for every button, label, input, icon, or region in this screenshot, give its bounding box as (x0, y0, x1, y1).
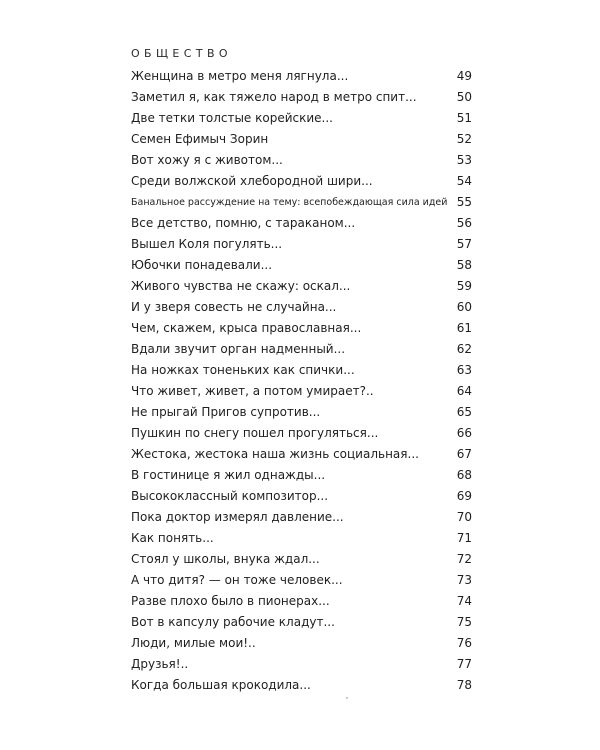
toc-entry (131, 360, 479, 381)
toc-entry (131, 507, 479, 528)
toc-entry-title: Как понять... (131, 531, 214, 545)
toc-entry-page-number: 70 (456, 510, 472, 524)
toc-entry-title: Вот в капсулу рабочие кладут... (131, 615, 335, 629)
toc-entry-title: Среди волжской хлебородной шири... (131, 174, 373, 188)
toc-entry-title: Высококлассный композитор... (131, 489, 329, 503)
toc-entry (131, 276, 479, 297)
toc-entry (131, 255, 479, 276)
toc-entry (131, 87, 479, 108)
toc-entry-title: Живого чувства не скажу: оскал... (131, 279, 351, 293)
toc-entry-page-number: 78 (456, 678, 472, 692)
section-title: ОБЩЕСТВО (131, 47, 232, 60)
toc-entry (131, 570, 479, 591)
toc-entry-title: Банальное рассуждение на тему: всепобеждающая сила идей (131, 197, 448, 208)
toc-entry (131, 633, 479, 654)
toc-entry-title: Чем, скажем, крыса православная... (131, 321, 362, 335)
toc-entry-page-number: 51 (456, 111, 472, 125)
toc-entry-title: Не прыгай Пригов супротив... (131, 405, 321, 419)
toc-entry-title: Две тетки толстые корейские... (131, 111, 333, 125)
toc-entry-title: Женщина в метро меня лягнула... (131, 69, 349, 83)
toc-entry-page-number: 75 (456, 615, 472, 629)
toc-entry-page-number: 54 (456, 174, 472, 188)
toc-entry-page-number: 68 (456, 468, 472, 482)
toc-entry-title: И у зверя совесть не случайна... (131, 300, 337, 314)
toc-entry (131, 549, 479, 570)
toc-entry (131, 486, 479, 507)
toc-entry-title: В гостинице я жил однажды... (131, 468, 326, 482)
toc-entry (131, 150, 479, 171)
toc-entry (131, 66, 479, 87)
toc-entry-page-number: 55 (456, 195, 472, 209)
toc-entry (131, 654, 479, 675)
toc-entry (131, 339, 479, 360)
toc-entry-page-number: 66 (456, 426, 472, 440)
toc-entry-title: Все детство, помню, с тараканом... (131, 216, 356, 230)
table-of-contents (131, 66, 479, 696)
toc-entry-page-number: 76 (456, 636, 472, 650)
toc-entry-page-number: 53 (456, 153, 472, 167)
toc-entry-page-number: 69 (456, 489, 472, 503)
toc-entry (131, 192, 479, 213)
toc-entry-page-number: 61 (456, 321, 472, 335)
toc-entry-title: На ножках тоненьких как спички... (131, 363, 355, 377)
toc-entry-title: Что живет, живет, а потом умирает?.. (131, 384, 374, 398)
toc-entry-title: Пушкин по снегу пошел прогуляться... (131, 426, 379, 440)
toc-entry (131, 402, 479, 423)
toc-entry-page-number: 71 (456, 531, 472, 545)
toc-entry-page-number: 52 (456, 132, 472, 146)
toc-entry-page-number: 65 (456, 405, 472, 419)
toc-entry-page-number: 60 (456, 300, 472, 314)
toc-entry-title: Разве плохо было в пионерах... (131, 594, 330, 608)
toc-entry-title: Юбочки понадевали... (131, 258, 273, 272)
toc-entry-title: Пока доктор измерял давление... (131, 510, 344, 524)
toc-entry (131, 318, 479, 339)
toc-entry-page-number: 57 (456, 237, 472, 251)
toc-entry-title: Люди, милые мои!.. (131, 636, 256, 650)
toc-entry (131, 528, 479, 549)
toc-entry-page-number: 77 (456, 657, 472, 671)
toc-entry-title: А что дитя? — он тоже человек... (131, 573, 343, 587)
toc-entry-page-number: 56 (456, 216, 472, 230)
toc-entry (131, 591, 479, 612)
toc-entry (131, 444, 479, 465)
toc-entry-title: Вдали звучит орган надменный... (131, 342, 346, 356)
toc-entry (131, 381, 479, 402)
toc-entry-title: Стоял у школы, внука ждал... (131, 552, 320, 566)
toc-entry-title: Когда большая крокодила... (131, 678, 311, 692)
toc-entry-page-number: 63 (456, 363, 472, 377)
toc-entry-title: Вот хожу я с животом... (131, 153, 283, 167)
toc-entry (131, 423, 479, 444)
toc-entry-title: Семен Ефимыч Зорин (131, 132, 269, 146)
toc-entry-title: Вышел Коля погулять... (131, 237, 283, 251)
toc-entry (131, 465, 479, 486)
toc-entry-page-number: 49 (456, 69, 472, 83)
toc-entry-page-number: 50 (456, 90, 472, 104)
toc-entry-page-number: 73 (456, 573, 472, 587)
page-speck (346, 697, 348, 699)
toc-entry (131, 675, 479, 696)
toc-entry-page-number: 64 (456, 384, 472, 398)
toc-entry (131, 297, 479, 318)
toc-entry-page-number: 62 (456, 342, 472, 356)
toc-entry (131, 234, 479, 255)
toc-entry (131, 171, 479, 192)
toc-entry-title: Жестока, жестока наша жизнь социальная... (131, 447, 419, 461)
toc-entry-page-number: 72 (456, 552, 472, 566)
toc-entry-page-number: 74 (456, 594, 472, 608)
toc-entry-page-number: 67 (456, 447, 472, 461)
toc-entry (131, 213, 479, 234)
toc-entry-page-number: 58 (456, 258, 472, 272)
toc-entry (131, 612, 479, 633)
toc-entry-title: Заметил я, как тяжело народ в метро спит... (131, 90, 417, 104)
toc-entry (131, 129, 479, 150)
toc-entry-title: Друзья!.. (131, 657, 189, 671)
toc-entry-page-number: 59 (456, 279, 472, 293)
toc-entry (131, 108, 479, 129)
